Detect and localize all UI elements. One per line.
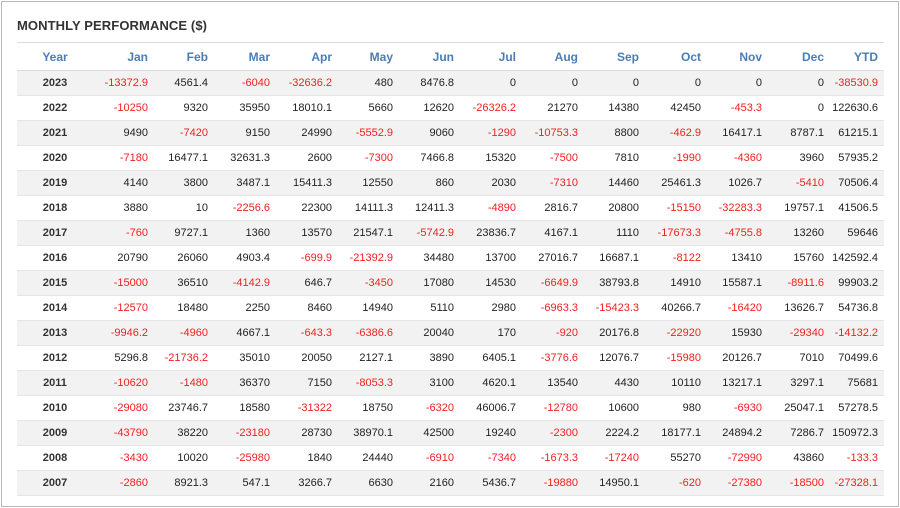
- ytd-cell: -27328.1: [830, 471, 884, 496]
- month-cell-may: 14111.3: [338, 196, 399, 221]
- month-cell-nov: -27380: [707, 471, 768, 496]
- month-cell-mar: 32631.3: [214, 146, 276, 171]
- month-cell-jun: 34480: [399, 246, 460, 271]
- month-cell-sep: 14950.1: [584, 471, 645, 496]
- month-cell-apr: 646.7: [276, 271, 338, 296]
- monthly-performance-table: [17, 42, 884, 496]
- month-cell-apr: 13570: [276, 221, 338, 246]
- month-cell-dec: 43860: [768, 446, 830, 471]
- month-cell-jul: -7340: [460, 446, 522, 471]
- ytd-cell: 75681: [830, 371, 884, 396]
- ytd-cell: 122630.6: [830, 96, 884, 121]
- table-row: [17, 196, 884, 221]
- month-cell-oct: 55270: [645, 446, 707, 471]
- panel-title: MONTHLY PERFORMANCE ($): [17, 18, 208, 33]
- month-cell-aug: 27016.7: [522, 246, 584, 271]
- month-cell-sep: 12076.7: [584, 346, 645, 371]
- table-row: [17, 371, 884, 396]
- month-cell-mar: 35950: [214, 96, 276, 121]
- month-cell-nov: 1026.7: [707, 171, 768, 196]
- month-cell-oct: -15150: [645, 196, 707, 221]
- month-cell-sep: 20800: [584, 196, 645, 221]
- column-header-mar: Mar: [214, 43, 276, 71]
- month-cell-sep: 10600: [584, 396, 645, 421]
- month-cell-oct: 0: [645, 71, 707, 96]
- month-cell-oct: -17673.3: [645, 221, 707, 246]
- month-cell-dec: -8911.6: [768, 271, 830, 296]
- month-cell-aug: 21270: [522, 96, 584, 121]
- month-cell-may: -5552.9: [338, 121, 399, 146]
- table-row: [17, 221, 884, 246]
- table-row: [17, 421, 884, 446]
- ytd-cell: 70506.4: [830, 171, 884, 196]
- month-cell-jan: -43790: [93, 421, 154, 446]
- month-cell-may: -8053.3: [338, 371, 399, 396]
- year-cell: 2021: [17, 121, 93, 146]
- month-cell-sep: 0: [584, 71, 645, 96]
- month-cell-jan: 5296.8: [93, 346, 154, 371]
- month-cell-apr: 3266.7: [276, 471, 338, 496]
- column-header-jul: Jul: [460, 43, 522, 71]
- column-header-feb: Feb: [154, 43, 214, 71]
- month-cell-aug: 4167.1: [522, 221, 584, 246]
- month-cell-jan: -7180: [93, 146, 154, 171]
- year-cell: 2016: [17, 246, 93, 271]
- month-cell-nov: -16420: [707, 296, 768, 321]
- month-cell-may: 18750: [338, 396, 399, 421]
- month-cell-sep: 14460: [584, 171, 645, 196]
- year-cell: 2009: [17, 421, 93, 446]
- month-cell-feb: -1480: [154, 371, 214, 396]
- month-cell-apr: 2600: [276, 146, 338, 171]
- month-cell-nov: 24894.2: [707, 421, 768, 446]
- table-row: [17, 246, 884, 271]
- month-cell-may: 6630: [338, 471, 399, 496]
- month-cell-apr: -699.9: [276, 246, 338, 271]
- month-cell-sep: 7810: [584, 146, 645, 171]
- column-header-jan: Jan: [93, 43, 154, 71]
- month-cell-nov: -453.3: [707, 96, 768, 121]
- month-cell-dec: 7010: [768, 346, 830, 371]
- ytd-cell: 57935.2: [830, 146, 884, 171]
- month-cell-nov: -4755.8: [707, 221, 768, 246]
- month-cell-mar: 547.1: [214, 471, 276, 496]
- month-cell-sep: 14380: [584, 96, 645, 121]
- month-cell-dec: -29340: [768, 321, 830, 346]
- table-body: [17, 71, 884, 496]
- column-header-sep: Sep: [584, 43, 645, 71]
- month-cell-jun: 12411.3: [399, 196, 460, 221]
- ytd-cell: 54736.8: [830, 296, 884, 321]
- ytd-cell: -133.3: [830, 446, 884, 471]
- performance-panel: [1, 1, 899, 507]
- month-cell-feb: 10020: [154, 446, 214, 471]
- month-cell-mar: 3487.1: [214, 171, 276, 196]
- month-cell-jan: -9946.2: [93, 321, 154, 346]
- month-cell-feb: -7420: [154, 121, 214, 146]
- month-cell-may: 21547.1: [338, 221, 399, 246]
- month-cell-feb: 8921.3: [154, 471, 214, 496]
- month-cell-jul: 2030: [460, 171, 522, 196]
- month-cell-jun: 860: [399, 171, 460, 196]
- month-cell-may: 12550: [338, 171, 399, 196]
- year-cell: 2019: [17, 171, 93, 196]
- table-header-row: [17, 43, 884, 71]
- month-cell-jan: -15000: [93, 271, 154, 296]
- month-cell-feb: 9320: [154, 96, 214, 121]
- month-cell-jun: -5742.9: [399, 221, 460, 246]
- month-cell-feb: 3800: [154, 171, 214, 196]
- month-cell-feb: 10: [154, 196, 214, 221]
- month-cell-jan: -13372.9: [93, 71, 154, 96]
- year-cell: 2010: [17, 396, 93, 421]
- column-header-nov: Nov: [707, 43, 768, 71]
- month-cell-apr: -31322: [276, 396, 338, 421]
- month-cell-jan: -29080: [93, 396, 154, 421]
- ytd-cell: 59646: [830, 221, 884, 246]
- month-cell-mar: 2250: [214, 296, 276, 321]
- month-cell-mar: 1360: [214, 221, 276, 246]
- month-cell-jun: 20040: [399, 321, 460, 346]
- month-cell-apr: 1840: [276, 446, 338, 471]
- month-cell-aug: -12780: [522, 396, 584, 421]
- month-cell-oct: 980: [645, 396, 707, 421]
- month-cell-aug: -2300: [522, 421, 584, 446]
- table-row: [17, 321, 884, 346]
- month-cell-may: 24440: [338, 446, 399, 471]
- month-cell-dec: 0: [768, 71, 830, 96]
- month-cell-feb: -4960: [154, 321, 214, 346]
- table-row: [17, 296, 884, 321]
- month-cell-may: -7300: [338, 146, 399, 171]
- table-row: [17, 146, 884, 171]
- month-cell-jun: -6320: [399, 396, 460, 421]
- month-cell-jan: 4140: [93, 171, 154, 196]
- month-cell-jan: 9490: [93, 121, 154, 146]
- month-cell-aug: 13540: [522, 371, 584, 396]
- year-cell: 2017: [17, 221, 93, 246]
- month-cell-sep: 1110: [584, 221, 645, 246]
- month-cell-jul: 170: [460, 321, 522, 346]
- month-cell-may: -3450: [338, 271, 399, 296]
- month-cell-apr: 18010.1: [276, 96, 338, 121]
- month-cell-mar: -6040: [214, 71, 276, 96]
- month-cell-jan: 3880: [93, 196, 154, 221]
- month-cell-aug: -920: [522, 321, 584, 346]
- year-cell: 2020: [17, 146, 93, 171]
- month-cell-aug: 2816.7: [522, 196, 584, 221]
- month-cell-nov: 0: [707, 71, 768, 96]
- year-cell: 2011: [17, 371, 93, 396]
- column-header-year: Year: [17, 43, 93, 71]
- month-cell-jul: 5436.7: [460, 471, 522, 496]
- month-cell-sep: 16687.1: [584, 246, 645, 271]
- column-header-jun: Jun: [399, 43, 460, 71]
- month-cell-apr: 22300: [276, 196, 338, 221]
- month-cell-aug: -10753.3: [522, 121, 584, 146]
- month-cell-jun: 2160: [399, 471, 460, 496]
- month-cell-may: 38970.1: [338, 421, 399, 446]
- column-header-oct: Oct: [645, 43, 707, 71]
- month-cell-may: 480: [338, 71, 399, 96]
- column-header-apr: Apr: [276, 43, 338, 71]
- month-cell-dec: -5410: [768, 171, 830, 196]
- month-cell-may: 2127.1: [338, 346, 399, 371]
- month-cell-sep: 4430: [584, 371, 645, 396]
- month-cell-jun: -6910: [399, 446, 460, 471]
- month-cell-oct: 42450: [645, 96, 707, 121]
- month-cell-may: -6386.6: [338, 321, 399, 346]
- month-cell-feb: 18480: [154, 296, 214, 321]
- month-cell-sep: 20176.8: [584, 321, 645, 346]
- year-cell: 2012: [17, 346, 93, 371]
- month-cell-dec: 3297.1: [768, 371, 830, 396]
- month-cell-nov: 16417.1: [707, 121, 768, 146]
- month-cell-nov: 15930: [707, 321, 768, 346]
- column-header-aug: Aug: [522, 43, 584, 71]
- month-cell-aug: -7310: [522, 171, 584, 196]
- table-row: [17, 96, 884, 121]
- month-cell-oct: -620: [645, 471, 707, 496]
- year-cell: 2014: [17, 296, 93, 321]
- table-row: [17, 471, 884, 496]
- month-cell-nov: 13217.1: [707, 371, 768, 396]
- month-cell-dec: 13626.7: [768, 296, 830, 321]
- month-cell-feb: 4561.4: [154, 71, 214, 96]
- month-cell-dec: 19757.1: [768, 196, 830, 221]
- ytd-cell: 57278.5: [830, 396, 884, 421]
- month-cell-mar: -2256.6: [214, 196, 276, 221]
- month-cell-oct: -15980: [645, 346, 707, 371]
- ytd-cell: 70499.6: [830, 346, 884, 371]
- month-cell-mar: -23180: [214, 421, 276, 446]
- month-cell-nov: 13410: [707, 246, 768, 271]
- month-cell-jun: 5110: [399, 296, 460, 321]
- month-cell-oct: -1990: [645, 146, 707, 171]
- month-cell-aug: -3776.6: [522, 346, 584, 371]
- month-cell-may: 14940: [338, 296, 399, 321]
- month-cell-sep: 2224.2: [584, 421, 645, 446]
- table-row: [17, 121, 884, 146]
- month-cell-nov: -4360: [707, 146, 768, 171]
- month-cell-jan: -10620: [93, 371, 154, 396]
- year-cell: 2013: [17, 321, 93, 346]
- month-cell-aug: -1673.3: [522, 446, 584, 471]
- month-cell-jul: -26326.2: [460, 96, 522, 121]
- month-cell-jul: 2980: [460, 296, 522, 321]
- month-cell-apr: -32636.2: [276, 71, 338, 96]
- month-cell-jun: 8476.8: [399, 71, 460, 96]
- month-cell-jan: -760: [93, 221, 154, 246]
- column-header-dec: Dec: [768, 43, 830, 71]
- month-cell-sep: -17240: [584, 446, 645, 471]
- month-cell-mar: -4142.9: [214, 271, 276, 296]
- month-cell-feb: 9727.1: [154, 221, 214, 246]
- month-cell-jun: 3100: [399, 371, 460, 396]
- year-cell: 2007: [17, 471, 93, 496]
- month-cell-apr: 8460: [276, 296, 338, 321]
- month-cell-dec: 15760: [768, 246, 830, 271]
- month-cell-feb: 23746.7: [154, 396, 214, 421]
- ytd-cell: -14132.2: [830, 321, 884, 346]
- month-cell-oct: 40266.7: [645, 296, 707, 321]
- ytd-cell: 150972.3: [830, 421, 884, 446]
- month-cell-jul: 4620.1: [460, 371, 522, 396]
- month-cell-mar: -25980: [214, 446, 276, 471]
- year-cell: 2008: [17, 446, 93, 471]
- month-cell-aug: -19880: [522, 471, 584, 496]
- month-cell-dec: 3960: [768, 146, 830, 171]
- month-cell-jul: 23836.7: [460, 221, 522, 246]
- table-row: [17, 346, 884, 371]
- month-cell-aug: -6649.9: [522, 271, 584, 296]
- month-cell-nov: -32283.3: [707, 196, 768, 221]
- month-cell-jun: 9060: [399, 121, 460, 146]
- month-cell-oct: 14910: [645, 271, 707, 296]
- ytd-cell: 41506.5: [830, 196, 884, 221]
- month-cell-oct: -462.9: [645, 121, 707, 146]
- month-cell-jul: 13700: [460, 246, 522, 271]
- month-cell-sep: 38793.8: [584, 271, 645, 296]
- month-cell-mar: 4667.1: [214, 321, 276, 346]
- year-cell: 2022: [17, 96, 93, 121]
- month-cell-sep: 8800: [584, 121, 645, 146]
- month-cell-nov: 20126.7: [707, 346, 768, 371]
- month-cell-oct: 10110: [645, 371, 707, 396]
- month-cell-dec: 25047.1: [768, 396, 830, 421]
- year-cell: 2015: [17, 271, 93, 296]
- month-cell-nov: 15587.1: [707, 271, 768, 296]
- month-cell-apr: 7150: [276, 371, 338, 396]
- month-cell-dec: 13260: [768, 221, 830, 246]
- month-cell-jun: 42500: [399, 421, 460, 446]
- month-cell-jun: 12620: [399, 96, 460, 121]
- month-cell-jun: 7466.8: [399, 146, 460, 171]
- table-row: [17, 171, 884, 196]
- ytd-cell: 99903.2: [830, 271, 884, 296]
- ytd-cell: 142592.4: [830, 246, 884, 271]
- column-header-ytd: YTD: [830, 43, 884, 71]
- month-cell-aug: 0: [522, 71, 584, 96]
- month-cell-jul: 15320: [460, 146, 522, 171]
- month-cell-jan: -3430: [93, 446, 154, 471]
- month-cell-feb: 26060: [154, 246, 214, 271]
- table-row: [17, 271, 884, 296]
- month-cell-jul: -4890: [460, 196, 522, 221]
- month-cell-jan: -12570: [93, 296, 154, 321]
- month-cell-may: -21392.9: [338, 246, 399, 271]
- month-cell-feb: 38220: [154, 421, 214, 446]
- month-cell-nov: -72990: [707, 446, 768, 471]
- table-row: [17, 446, 884, 471]
- month-cell-dec: 8787.1: [768, 121, 830, 146]
- month-cell-oct: -22920: [645, 321, 707, 346]
- year-cell: 2018: [17, 196, 93, 221]
- month-cell-apr: -643.3: [276, 321, 338, 346]
- month-cell-mar: 36370: [214, 371, 276, 396]
- month-cell-jul: 0: [460, 71, 522, 96]
- month-cell-aug: -6963.3: [522, 296, 584, 321]
- ytd-cell: 61215.1: [830, 121, 884, 146]
- month-cell-apr: 15411.3: [276, 171, 338, 196]
- month-cell-jan: 20790: [93, 246, 154, 271]
- month-cell-jul: 14530: [460, 271, 522, 296]
- ytd-cell: -38530.9: [830, 71, 884, 96]
- month-cell-nov: -6930: [707, 396, 768, 421]
- month-cell-jul: 46006.7: [460, 396, 522, 421]
- month-cell-feb: 16477.1: [154, 146, 214, 171]
- month-cell-feb: 36510: [154, 271, 214, 296]
- month-cell-jul: 19240: [460, 421, 522, 446]
- month-cell-feb: -21736.2: [154, 346, 214, 371]
- month-cell-aug: -7500: [522, 146, 584, 171]
- table-row: [17, 396, 884, 421]
- month-cell-may: 5660: [338, 96, 399, 121]
- month-cell-mar: 18580: [214, 396, 276, 421]
- month-cell-mar: 9150: [214, 121, 276, 146]
- month-cell-mar: 4903.4: [214, 246, 276, 271]
- month-cell-dec: 0: [768, 96, 830, 121]
- table-row: [17, 71, 884, 96]
- month-cell-jan: -10250: [93, 96, 154, 121]
- month-cell-oct: 25461.3: [645, 171, 707, 196]
- month-cell-apr: 24990: [276, 121, 338, 146]
- month-cell-jul: -1290: [460, 121, 522, 146]
- month-cell-jun: 3890: [399, 346, 460, 371]
- year-cell: 2023: [17, 71, 93, 96]
- month-cell-oct: 18177.1: [645, 421, 707, 446]
- month-cell-jan: -2860: [93, 471, 154, 496]
- month-cell-oct: -8122: [645, 246, 707, 271]
- month-cell-sep: -15423.3: [584, 296, 645, 321]
- column-header-may: May: [338, 43, 399, 71]
- month-cell-jul: 6405.1: [460, 346, 522, 371]
- month-cell-mar: 35010: [214, 346, 276, 371]
- month-cell-jun: 17080: [399, 271, 460, 296]
- month-cell-apr: 20050: [276, 346, 338, 371]
- month-cell-dec: -18500: [768, 471, 830, 496]
- month-cell-apr: 28730: [276, 421, 338, 446]
- month-cell-dec: 7286.7: [768, 421, 830, 446]
